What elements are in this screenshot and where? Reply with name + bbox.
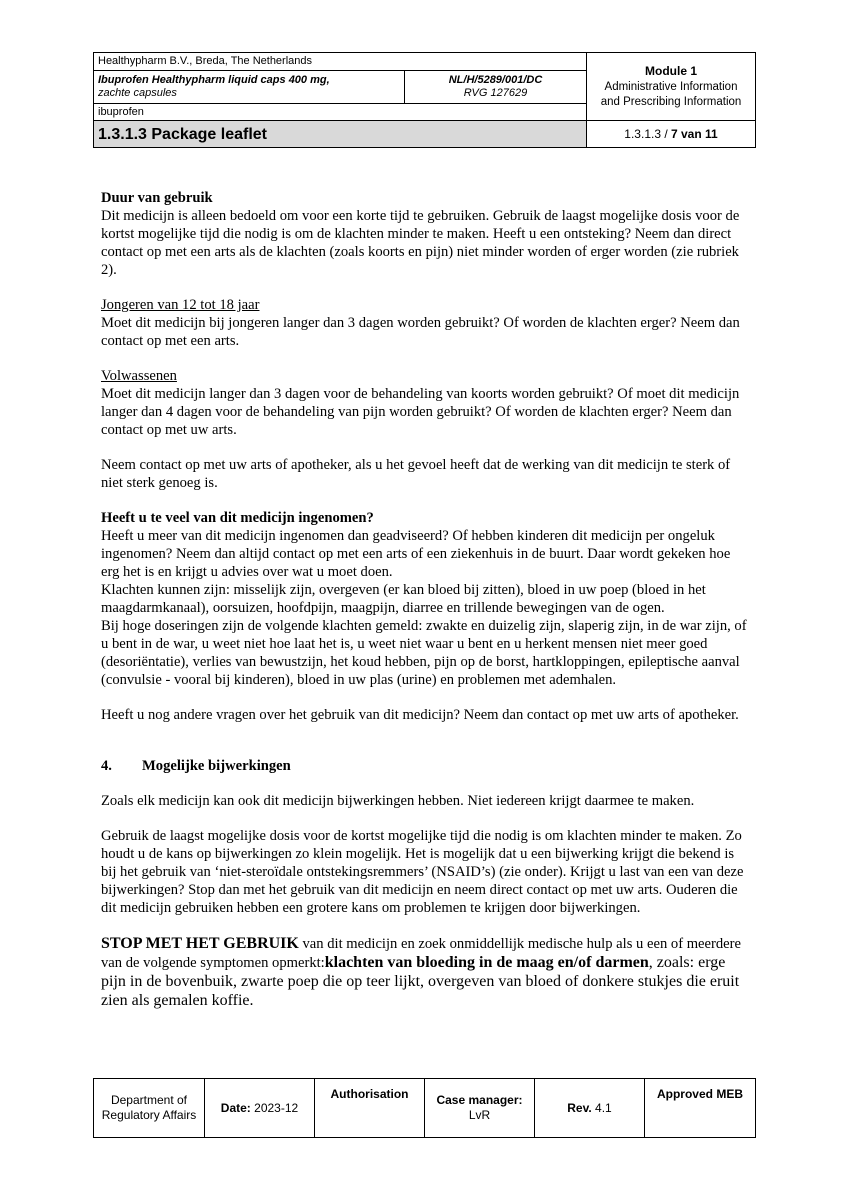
overdose-paragraph-1: Heeft u meer van dit medicijn ingenomen dan geadviseerd? Of hebben kinderen dit medicijn per ongeluk ingenomen? Neem dan altijd contact op met een arts of een ziekenhuis in de buurt. Daar wordt gekeken hoe erg het is en krijgt u advies over wat u moet doen. [101, 528, 731, 580]
footer-case-manager [425, 1079, 535, 1138]
document-footer [93, 1078, 756, 1138]
section-4-title: Mogelijke bijwerkingen [142, 758, 291, 774]
revision-value: 4.1 [591, 1100, 612, 1115]
active-substance: ibuprofen [94, 104, 587, 121]
leaflet-body [101, 189, 751, 1010]
side-effects-paragraph-1: Zoals elk medicijn kan ook dit medicijn bijwerkingen hebben. Niet iedereen krijgt daarmee te maken. [101, 793, 695, 809]
module-subtitle-2: and Prescribing Information [600, 95, 742, 108]
section-title: 1.3.1.3 Package leaflet [94, 121, 587, 148]
jongeren-heading: Jongeren van 12 tot 18 jaar [101, 297, 260, 313]
stop-bold: STOP MET HET GEBRUIK [101, 935, 299, 952]
stop-text-2: , zoals: erge pijn in de bovenbuik, zwarte poep die op teer lijkt, overgeven van bloed of donkere stukjes die eruit zien als gemalen koffie. [101, 954, 740, 1009]
revision-label: Rev. [567, 1100, 592, 1115]
section-4-number: 4. [101, 758, 112, 774]
case-manager-value: LvR [468, 1108, 491, 1122]
department-line-2: Regulatory Affairs [101, 1108, 197, 1122]
contact-paragraph: Neem contact op met uw arts of apotheker, als u het gevoel heeft dat de werking van dit medicijn te sterk of niet sterk genoeg is. [101, 457, 731, 491]
overdose-paragraph-3: Bij hoge doseringen zijn de volgende klachten gemeld: zwakte en duizelig zijn, slaperig zijn, in de war zijn, of u bent in de war, u weet niet hoe laat het is, u weet niet waar u bent en u herkent mensen niet meer goed (desoriëntatie), verlies van bewustzijn, het koud hebben, pijn op de borst, hartkloppingen, epileptische aanval (convulsie - vooral bij kinderen), bloed in uw plas (urine) en problemen met ademhalen. [101, 618, 747, 688]
stop-bleeding-bold: klachten van bloeding in de maag en/of darmen [324, 954, 649, 971]
date-value: 2023-12 [250, 1100, 299, 1115]
rvg-number: RVG 127629 [463, 87, 528, 99]
overdose-heading: Heeft u te veel van dit medicijn ingenomen? [101, 510, 374, 526]
registration-numbers [405, 71, 587, 104]
page-number [587, 121, 756, 148]
module-subtitle-1: Administrative Information [604, 80, 738, 93]
stop-text: van dit medicijn en zoek onmiddellijk medische hulp als u een of meerdere van de volgende symptomen opmerkt: [101, 936, 741, 971]
section-4-heading [101, 757, 751, 775]
module-title: Module 1 [645, 63, 698, 78]
page-count: 7 van 11 [671, 126, 718, 141]
overdose-paragraph-2: Klachten kunnen zijn: misselijk zijn, overgeven (er kan bloed bij zitten), bloed in uw poep (bloed in het maagdarmkanaal), oorsuizen, hoofdpijn, maagpijn, diarree en trillende bewegingen van de ogen. [101, 582, 706, 616]
page-prefix: 1.3.1.3 / [624, 126, 671, 141]
volwassenen-heading: Volwassenen [101, 368, 177, 384]
product-name [94, 71, 405, 104]
department-line-1: Department of [110, 1093, 188, 1107]
volwassenen-paragraph: Moet dit medicijn langer dan 3 dagen voor de behandeling van koorts worden gebruikt? Of moet dit medicijn langer dan 4 dagen voor de behandeling van pijn worden gebruikt? Of worden de klachten erger? Neem dan contact op met uw arts. [101, 386, 740, 438]
procedure-number: NL/H/5289/001/DC [448, 74, 543, 86]
duur-heading: Duur van gebruik [101, 190, 213, 206]
footer-authorisation [315, 1079, 425, 1138]
company-name: Healthypharm B.V., Breda, The Netherlands [94, 53, 587, 71]
approved-label: Approved MEB [656, 1087, 743, 1101]
document-header [93, 52, 756, 148]
jongeren-paragraph: Moet dit medicijn bij jongeren langer dan 3 dagen worden gebruikt? Of worden de klachten erger? Neem dan contact op met een arts. [101, 315, 740, 349]
product-name-line2: zachte capsules [98, 87, 177, 99]
product-name-line1: Ibuprofen Healthypharm liquid caps 400 mg, [98, 74, 330, 86]
side-effects-paragraph-2: Gebruik de laagst mogelijke dosis voor de kortst mogelijke tijd die nodig is om klachten minder te maken. Zo houdt u de kans op bijwerkingen zo klein mogelijk. Het is mogelijk dat u een bijwerking krijgt die bekend is bij het gebruik van ‘niet-steroïdale ontstekingsremmers’ (NSAID’s) (zie onder). Krijgt u last van een van deze bijwerkingen? Stop dan met het gebruik van dit medicijn en neem direct contact op met uw arts. Ouderen die dit medicijn gebruiken hebben een grotere kans om problemen te krijgen door bijwerkingen. [101, 828, 744, 916]
duur-paragraph: Dit medicijn is alleen bedoeld om voor een korte tijd te gebruiken. Gebruik de laagst mogelijke dosis voor de kortst mogelijke tijd die nodig is om de klachten minder te maken. Heeft u een ontsteking? Neem dan direct contact op met een arts als de klachten (zoals koorts en pijn) niet minder worden of erger worden (zie rubriek 2). [101, 208, 740, 278]
questions-paragraph: Heeft u nog andere vragen over het gebruik van dit medicijn? Neem dan contact op met uw arts of apotheker. [101, 707, 739, 723]
module-info [587, 53, 756, 121]
stop-paragraph [101, 934, 751, 1010]
footer-approved [645, 1079, 756, 1138]
footer-revision [535, 1079, 645, 1138]
authorisation-label: Authorisation [330, 1087, 409, 1101]
footer-department [94, 1079, 205, 1138]
footer-date [205, 1079, 315, 1138]
date-label: Date: [220, 1100, 251, 1115]
case-manager-label: Case manager: [436, 1093, 523, 1107]
